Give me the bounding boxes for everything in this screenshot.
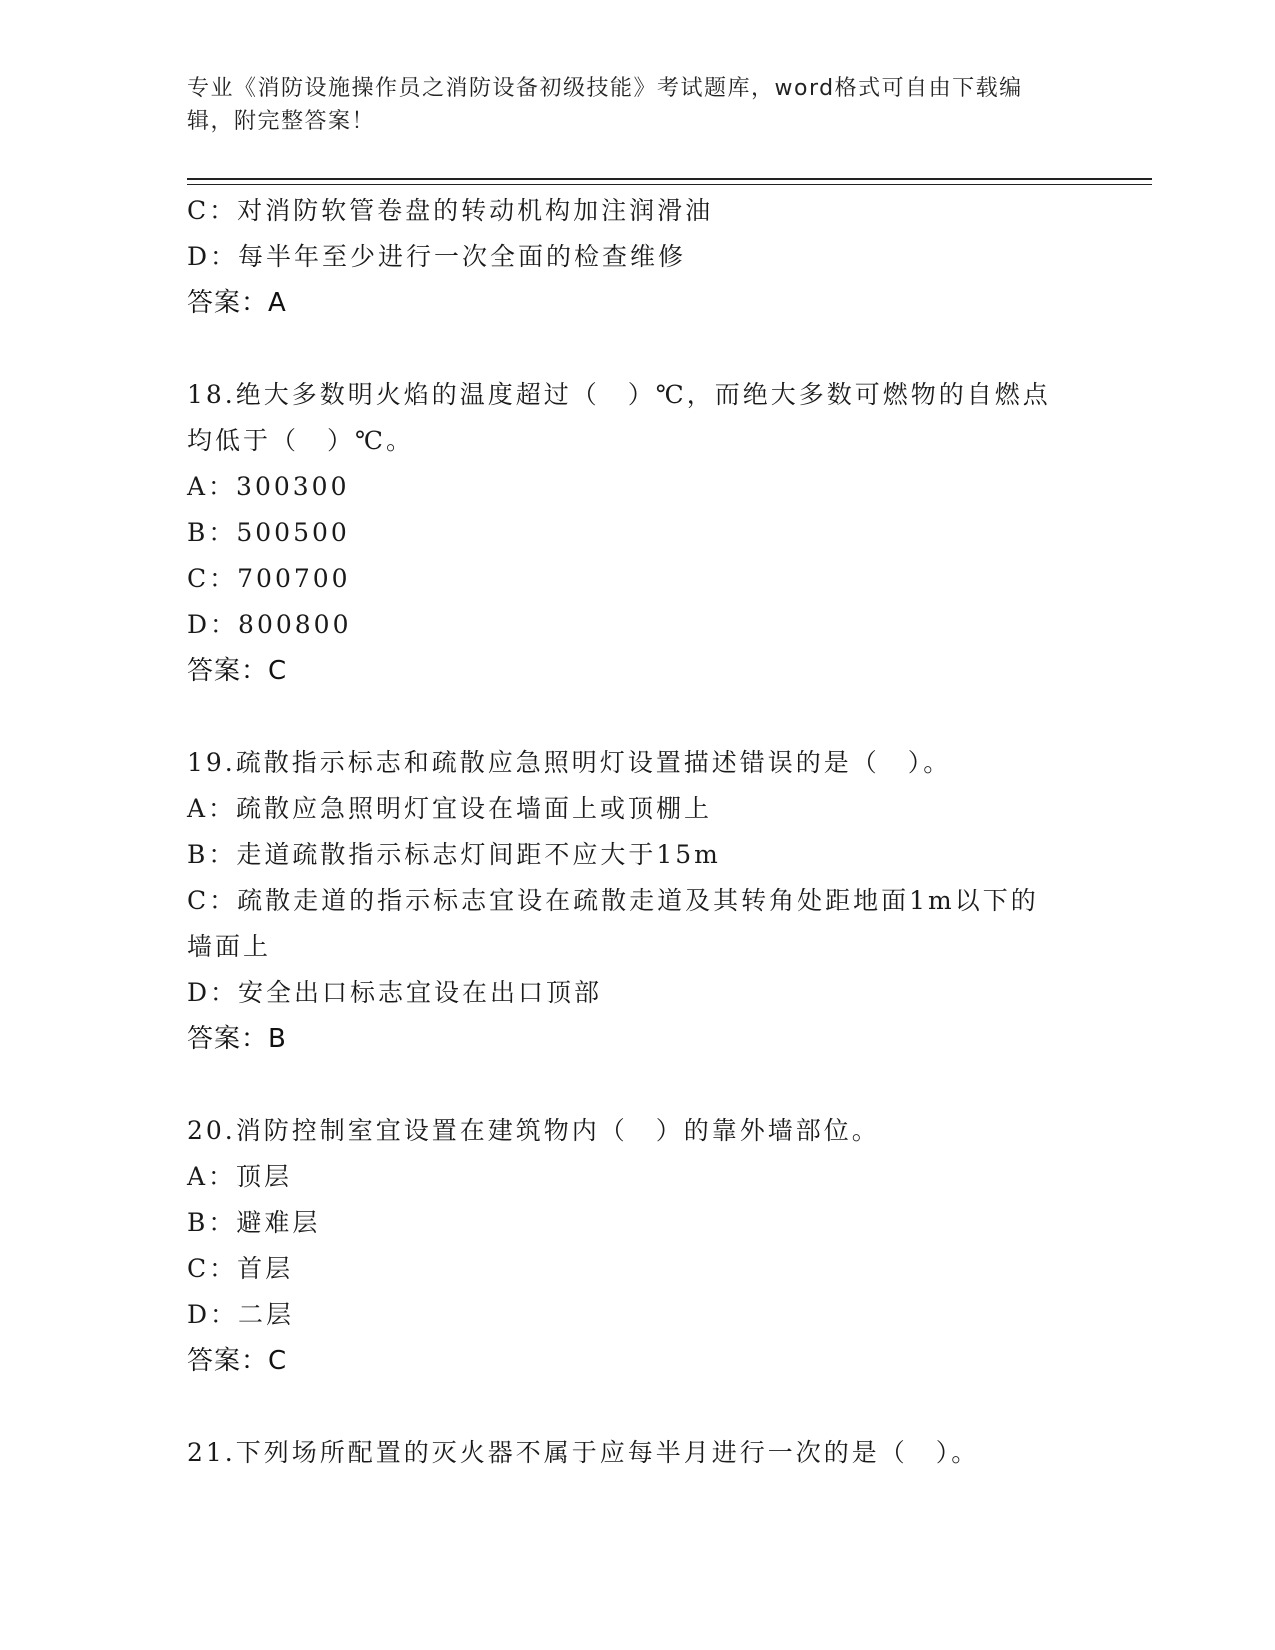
question-17-tail xyxy=(187,188,1087,326)
question-stem: 21.下列场所配置的灭火器不属于应每半月进行一次的是（ ）。 xyxy=(187,1438,980,1467)
option-b: B：避难层 xyxy=(187,1208,321,1237)
header-divider-thin xyxy=(187,184,1152,185)
option-a: A：顶层 xyxy=(187,1162,293,1191)
document-header xyxy=(187,72,1067,138)
answer-line: 答案：C xyxy=(187,656,288,686)
question-list xyxy=(187,188,1087,1476)
question-20 xyxy=(187,1108,1087,1384)
option-d: D：800800 xyxy=(187,610,352,639)
header-divider xyxy=(187,178,1152,180)
answer-line: 答案：A xyxy=(187,288,287,318)
option-b: B：走道疏散指示标志灯间距不应大于15m xyxy=(187,840,721,869)
option-c: C：疏散走道的指示标志宜设在疏散走道及其转角处距地面1m以下的 xyxy=(187,886,1039,915)
answer-line: 答案：B xyxy=(187,1024,287,1054)
option-d: D：二层 xyxy=(187,1300,295,1329)
question-stem: 18.绝大多数明火焰的温度超过（ ）℃，而绝大多数可燃物的自燃点 xyxy=(187,380,1051,409)
option-c: C：700700 xyxy=(187,564,351,593)
header-line: 专业《消防设施操作员之消防设备初级技能》考试题库，word格式可自由下载编 xyxy=(187,76,1023,101)
option-c-continued: 墙面上 xyxy=(187,932,272,961)
option-c: C：首层 xyxy=(187,1254,294,1283)
question-stem: 均低于（ ）℃。 xyxy=(187,426,414,455)
option-c: C：对消防软管卷盘的转动机构加注润滑油 xyxy=(187,196,714,225)
answer-line: 答案：C xyxy=(187,1346,288,1376)
question-18 xyxy=(187,372,1087,694)
question-stem: 20.消防控制室宜设置在建筑物内（ ）的靠外墙部位。 xyxy=(187,1116,880,1145)
option-a: A：300300 xyxy=(187,472,350,501)
option-a: A：疏散应急照明灯宜设在墙面上或顶棚上 xyxy=(187,794,713,823)
option-d: D：每半年至少进行一次全面的检查维修 xyxy=(187,242,687,271)
question-stem: 19.疏散指示标志和疏散应急照明灯设置描述错误的是（ ）。 xyxy=(187,748,952,777)
question-19 xyxy=(187,740,1087,1062)
header-line: 辑，附完整答案！ xyxy=(187,109,376,134)
option-b: B：500500 xyxy=(187,518,350,547)
question-21 xyxy=(187,1430,1087,1476)
option-d: D：安全出口标志宜设在出口顶部 xyxy=(187,978,603,1007)
